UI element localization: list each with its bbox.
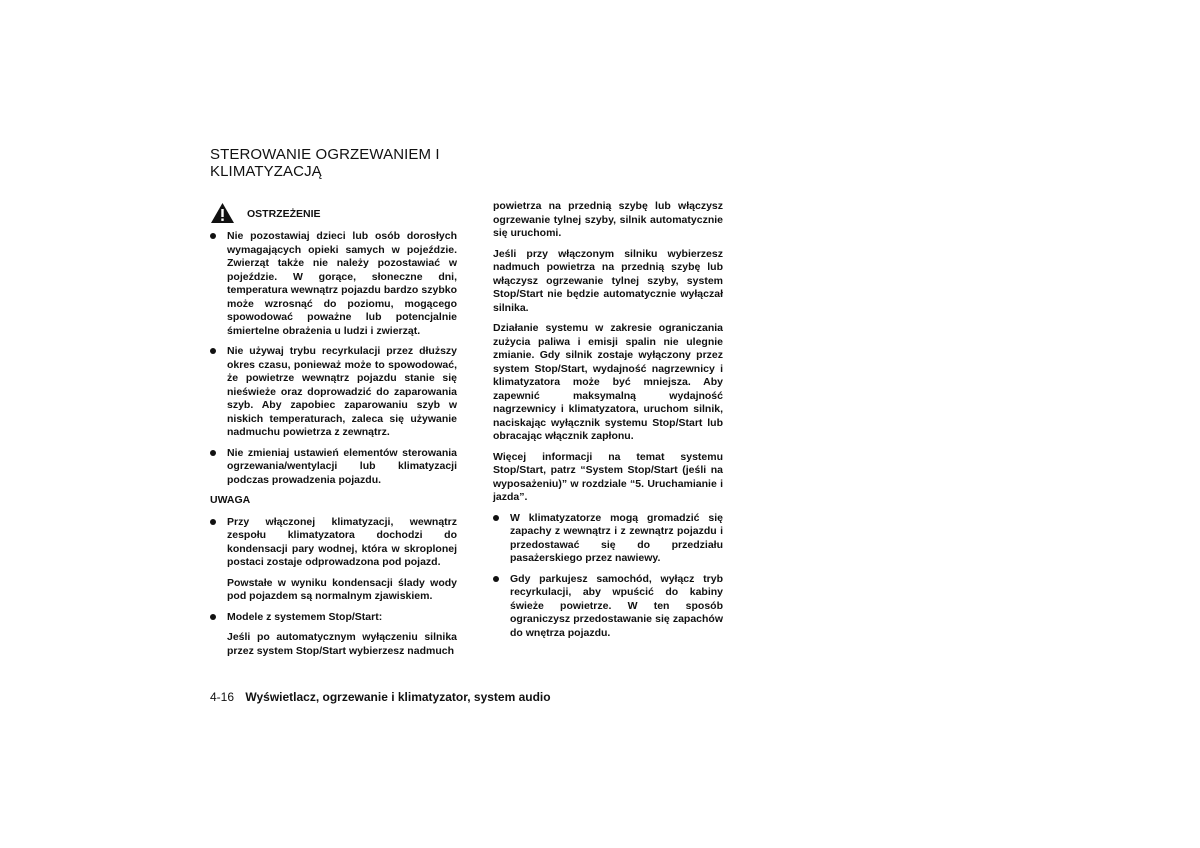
note-item-text: Przy włączonej klimatyzacji, wewnątrz zespołu klimatyzatora dochodzi do kondensacji pary wodnej, która w skroplonej postaci zostaje odprowadzona pod pojazd.	[227, 515, 457, 568]
warning-item	[210, 447, 457, 488]
bullet-icon	[493, 576, 499, 582]
warning-item-text: Nie pozostawiaj dzieci lub osób dorosłych wymagających opieki samych w pojeździe. Zwierząt także nie należy pozostawiać w pojeździe. W gorące, słoneczne dni, temperatura wewnątrz pojazdu bardzo szybko może wzrosnąć do poziomu, mogącego spowodować poważne lub potencjalnie śmiertelne obrażenia u ludzi i zwierząt.	[227, 230, 457, 337]
section-title: Wyświetlacz, ogrzewanie i klimatyzator, system audio	[245, 690, 551, 704]
bullet-icon	[493, 515, 499, 521]
note-label: UWAGA	[210, 494, 251, 506]
note-item-text: Gdy parkujesz samochód, wyłącz tryb recyrkulacji, aby wpuścić do kabiny świeże powietrze. W ten sposób ograniczysz przedostawanie się zapachów do wnętrza pojazdu.	[510, 572, 723, 639]
bullet-icon	[210, 614, 216, 620]
warning-item	[210, 230, 457, 338]
page-title: STEROWANIE OGRZEWANIEM I KLIMATYZACJĄ	[210, 146, 440, 180]
paragraph-continued: powietrza na przednią szybę lub włączysz ogrzewanie tylnej szyby, silnik automatycznie się uruchomi.	[493, 200, 723, 239]
note-item	[493, 573, 723, 641]
warning-label: OSTRZEŻENIE	[247, 208, 321, 221]
note-subparagraph: Powstałe w wyniku kondensacji ślady wody pod pojazdem są normalnym zjawiskiem.	[227, 576, 457, 602]
warning-triangle-icon	[210, 202, 235, 224]
note-item	[210, 516, 457, 570]
warning-item-text: Nie używaj trybu recyrkulacji przez dłuższy okres czasu, ponieważ może to spowodować, że powietrze wewnątrz pojazdu stanie się nieświeże oraz doprowadzić do zaparowania szyb. Aby zapobiec zaparowaniu szyb w niskich temperaturach, zaleca się używanie nadmuchu powietrza z zewnątrz.	[227, 345, 457, 438]
bullet-icon	[210, 450, 216, 456]
note-item-text: W klimatyzatorze mogą gromadzić się zapachy z wewnątrz i z zewnątrz pojazdu i przedostawać się do przedziału pasażerskiego przez nawiewy.	[510, 511, 723, 564]
paragraph: Działanie systemu w zakresie ograniczania zużycia paliwa i emisji spalin nie ulegnie zmianie. Gdy silnik zostaje wyłączony przez system Stop/Start, wydajność nagrzewnicy i klimatyzatora może być mniejsza. Aby zapewnić maksymalną wydajność nagrzewnicy i klimatyzatora, uruchom silnik, naciskając wyłącznik systemu Stop/Start lub obracając włącznik zapłonu.	[493, 322, 723, 442]
note-item-text: Modele z systemem Stop/Start:	[227, 610, 383, 623]
bullet-icon	[210, 519, 216, 525]
paragraph: Jeśli przy włączonym silniku wybierzesz nadmuch powietrza na przednią szybę lub włączysz ogrzewanie tylnej szyby, system Stop/Start nie będzie automatycznie wyłączał silnika.	[493, 247, 723, 314]
bullet-icon	[210, 233, 216, 239]
note-subparagraph: Jeśli po automatycznym wyłączeniu silnika przez system Stop/Start wybierzesz nadmuch	[227, 631, 457, 657]
page-number: 4-16	[210, 690, 235, 704]
paragraph: Więcej informacji na temat systemu Stop/Start, patrz “System Stop/Start (jeśli na wyposażeniu)” w rozdziale “5. Uruchamianie i jazda”.	[493, 450, 723, 503]
page-footer	[210, 690, 551, 704]
left-column	[210, 200, 457, 665]
bullet-icon	[210, 348, 216, 354]
right-column	[493, 200, 723, 647]
note-item	[210, 611, 457, 625]
warning-item	[210, 345, 457, 440]
note-item	[493, 512, 723, 566]
warning-header	[210, 200, 457, 226]
warning-item-text: Nie zmieniaj ustawień elementów sterowania ogrzewania/wentylacji lub klimatyzacji podczas prowadzenia pojazdu.	[227, 446, 457, 486]
